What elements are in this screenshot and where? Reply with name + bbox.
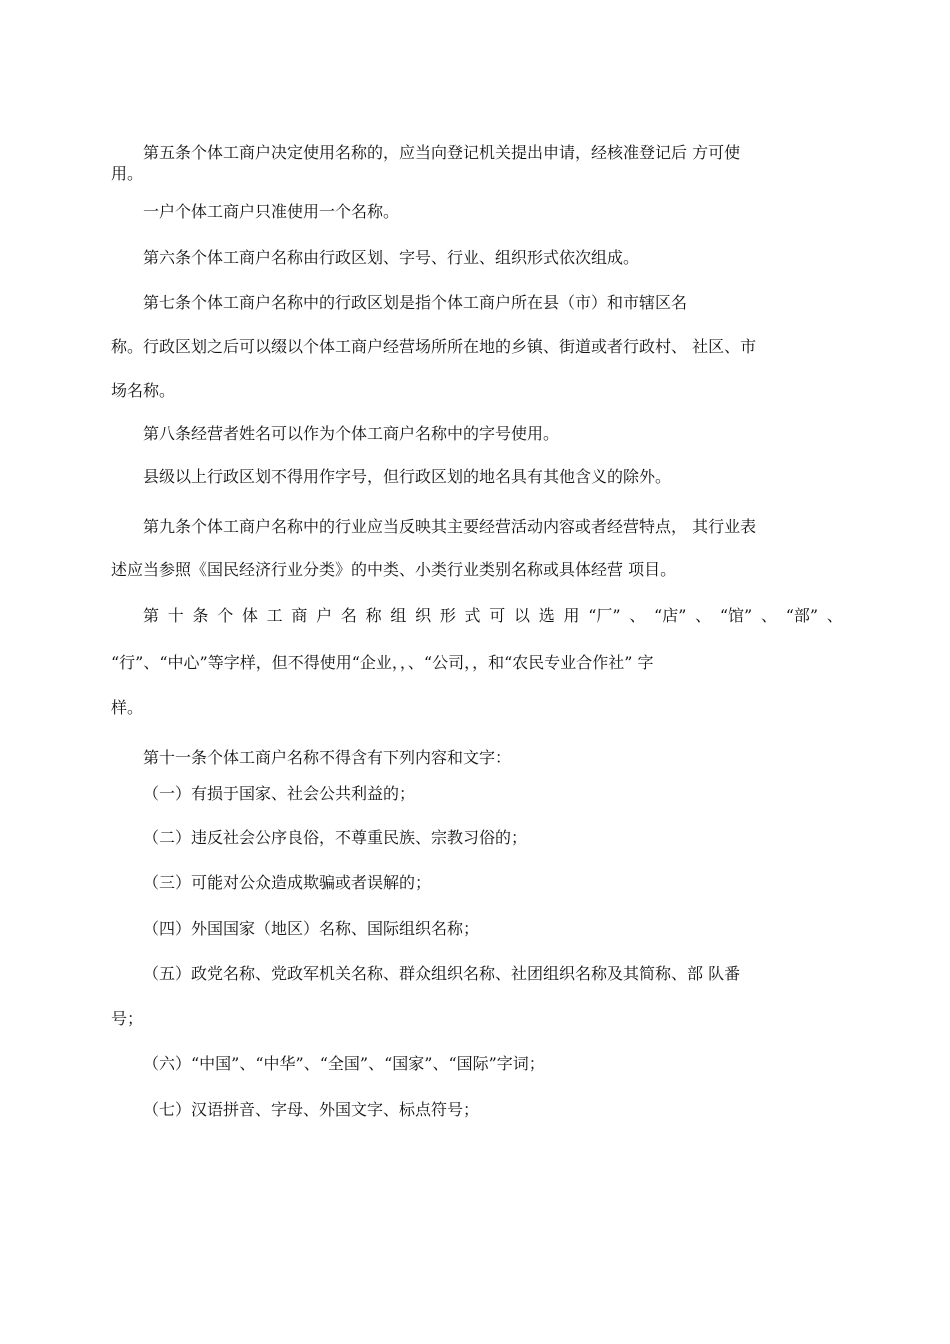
article-10-line-1-segment: 用 — [563, 606, 580, 625]
article-8: 第八条经营者姓名可以作为个体工商户名称中的字号使用。 — [143, 424, 560, 443]
article-10-line-1-segment: 、 — [826, 606, 843, 625]
article-10-line-1-segment: 称 — [365, 606, 382, 625]
article-10-line-1-segment: 十 — [167, 606, 184, 625]
list-item-5-line-2: 号； — [111, 1009, 144, 1028]
article-10-line-1-segment: 条 — [192, 606, 209, 625]
list-item-6: （六）“中国”、“中华”、“全国”、“国家”、“国际”字词； — [143, 1054, 545, 1073]
article-8-paragraph-2: 县级以上行政区划不得用作字号，但行政区划的地名具有其他含义的除外。 — [143, 467, 672, 486]
article-10-line-1 — [143, 605, 843, 627]
article-7-line-3: 场名称。 — [111, 381, 176, 400]
list-item-5-line-1: （五）政党名称、党政军机关名称、群众组织名称、社团组织名称及其简称、部 队番 — [143, 964, 741, 983]
article-6: 第六条个体工商户名称由行政区划、字号、行业、组织形式依次组成。 — [143, 248, 640, 267]
article-10-line-2: “行”、“中心”等字样，但不得使用“企业，，、“公司，，和“农民专业合作社” 字 — [111, 653, 654, 672]
article-7-line-2: 称。行政区划之后可以缀以个体工商户经营场所所在地的乡镇、街道或者行政村、 社区、市 — [111, 337, 757, 356]
article-10-line-1-segment: “馆” — [719, 606, 753, 625]
article-10-line-1-segment: 以 — [514, 606, 531, 625]
article-10-line-1-segment: 形 — [439, 606, 456, 625]
article-10-line-1-segment: 、 — [695, 606, 712, 625]
article-9-line-1: 第九条个体工商户名称中的行业应当反映其主要经营活动内容或者经营特点， 其行业表 — [143, 517, 757, 536]
article-7-line-1: 第七条个体工商户名称中的行政区划是指个体工商户所在县（市）和市辖区名 — [143, 293, 688, 312]
article-10-line-1-segment: 、 — [760, 606, 777, 625]
article-10-line-1-segment: 织 — [415, 606, 432, 625]
article-5-paragraph-2: 一户个体工商户只准使用一个名称。 — [143, 202, 400, 221]
article-10-line-1-segment: “厂” — [588, 606, 621, 625]
article-10-line-1-segment: 可 — [489, 606, 506, 625]
article-10-line-1-segment: 式 — [464, 606, 481, 625]
article-10-line-1-segment: 第 — [143, 606, 160, 625]
article-10-line-1-segment: “店” — [654, 606, 687, 625]
article-10-line-1-segment: 组 — [390, 606, 407, 625]
article-10-line-1-segment: 体 — [241, 606, 258, 625]
article-10-line-1-segment: 、 — [629, 606, 646, 625]
list-item-2: （二）违反社会公序良俗，不尊重民族、宗教习俗的； — [143, 828, 528, 847]
article-5-line-2: 用。 — [111, 164, 144, 183]
article-10-line-1-segment: 户 — [316, 606, 333, 625]
article-10-line-1-segment: 名 — [340, 606, 357, 625]
list-item-3: （三）可能对公众造成欺骗或者误解的； — [143, 873, 432, 892]
article-9-line-2: 述应当参照《国民经济行业分类》的中类、小类行业类别名称或具体经营 项目。 — [111, 560, 677, 579]
article-10-line-1-segment: 商 — [291, 606, 308, 625]
article-10-line-1-segment: “部” — [785, 606, 819, 625]
article-10-line-1-segment: 个 — [217, 606, 234, 625]
article-10-line-1-segment: 工 — [266, 606, 283, 625]
article-10-line-1-segment: 选 — [538, 606, 555, 625]
list-item-7: （七）汉语拼音、字母、外国文字、标点符号； — [143, 1100, 480, 1119]
article-10-line-3: 样。 — [111, 698, 144, 717]
list-item-1: （一）有损于国家、社会公共利益的； — [143, 784, 416, 803]
article-5-line-1: 第五条个体工商户决定使用名称的，应当向登记机关提出申请，经核准登记后 方可使 — [143, 143, 741, 162]
list-item-4: （四）外国国家（地区）名称、国际组织名称； — [143, 919, 480, 938]
article-11: 第十一条个体工商户名称不得含有下列内容和文字： — [143, 748, 512, 767]
